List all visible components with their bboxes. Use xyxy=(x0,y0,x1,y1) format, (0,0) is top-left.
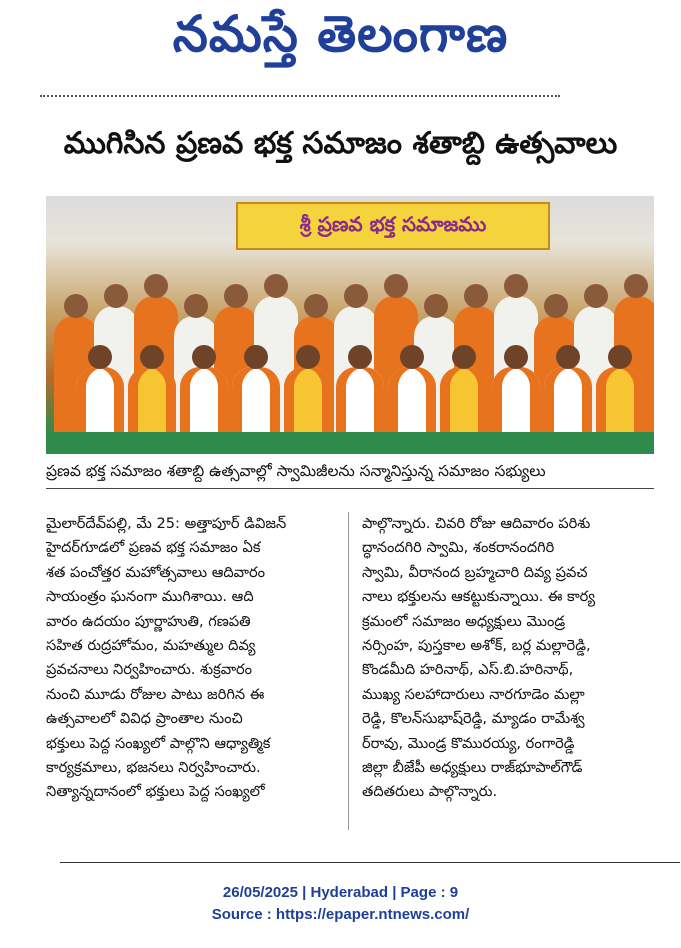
photo-person-head xyxy=(424,294,448,318)
photo-person-head xyxy=(296,345,320,369)
photo-person xyxy=(544,367,592,436)
photo-person xyxy=(232,367,280,436)
article-line: నుంచి మూడు రోజుల పాటు జరిగిన ఈ xyxy=(46,685,265,703)
photo-person xyxy=(180,367,228,436)
article-line: ప్రవచనాలు నిర్వహించారు. శుక్రవారం xyxy=(46,661,253,679)
footer-source: Source : https://epaper.ntnews.com/ xyxy=(211,906,470,923)
photo-person-head xyxy=(556,345,580,369)
article-line: నాలు భక్తులను ఆకట్టుకున్నాయి. ఈ కార్య xyxy=(362,588,596,606)
photo-person-head xyxy=(104,284,128,308)
photo-person xyxy=(128,367,176,436)
photo-person-head xyxy=(304,294,328,318)
photo-person-head xyxy=(584,284,608,308)
article-line: నిత్యాన్నదానంలో భక్తులు పెద్ద సంఖ్యలో xyxy=(46,783,265,801)
photo-caption: ప్రణవ భక్త సమాజం శతాబ్ది ఉత్సవాల్లో స్వామిజీలను సన్మానిస్తున్న సమాజం సభ్యులు xyxy=(46,462,546,480)
article-line: పాల్గొన్నారు. చివరి రోజు ఆదివారం పరిశు xyxy=(362,515,591,532)
photo-person xyxy=(76,367,124,436)
article-line: మైలార్‌దేవ్‌పల్లి, మే 25: అత్తాపూర్ డివిజన్ xyxy=(46,515,287,532)
photo-person-head xyxy=(244,345,268,369)
photo-group-of-people xyxy=(46,246,654,436)
photo-person-head xyxy=(504,345,528,369)
article-body-left-column xyxy=(46,512,336,805)
article-line: రెడ్డి, కొలన్‌సుభాష్‌రెడ్డి, మ్యాడం రామేశ్వ xyxy=(362,710,585,728)
photo-person-head xyxy=(192,345,216,369)
photo-person-head xyxy=(224,284,248,308)
article-line: హైదర్‌గూడలో ప్రణవ భక్త సమాజం ఏక xyxy=(46,539,261,557)
photo-banner xyxy=(236,202,550,250)
article-line: వారం ఉదయం పూర్ణాహుతి, గణపతి xyxy=(46,612,251,630)
article-line: ముఖ్య సలహాదారులు నారగూడెం మల్లా xyxy=(362,685,585,703)
caption-divider xyxy=(46,488,654,489)
photo-person-head xyxy=(140,345,164,369)
photo-person-head xyxy=(464,284,488,308)
photo-person xyxy=(440,367,488,436)
photo-person xyxy=(336,367,384,436)
masthead-title: నమస్తే తెలంగాణ xyxy=(172,4,509,63)
article-line: ఉత్సవాలలో వివిధ ప్రాంతాల నుంచి xyxy=(46,710,243,728)
photo-person-head xyxy=(348,345,372,369)
article-line: సాయంత్రం ఘనంగా ముగిశాయి. ఆది xyxy=(46,588,254,606)
article-line: నర్సింహ, పుస్తకాల అశోక్, బర్ల మల్లారెడ్డి, xyxy=(362,637,591,655)
article-line: సహిత రుద్రహోమం, మహత్ముల దివ్య xyxy=(46,637,256,655)
article-line: భక్తులు పెద్ద సంఖ్యలో పాల్గొని ఆధ్యాత్మిక xyxy=(46,734,271,752)
article-line: కొండమీది హరినాథ్, ఎస్.బి.హరినాథ్, xyxy=(362,661,574,679)
article-line: జిల్లా బీజేపీ అధ్యక్షులు రాజ్‌భూపాల్‌గౌడ్ xyxy=(362,759,583,777)
photo-banner-text: శ్రీ ప్రణవ భక్త సమాజము xyxy=(299,211,487,236)
photo-person-head xyxy=(544,294,568,318)
article-headline: ముగిసిన ప్రణవ భక్త సమాజం శతాబ్ది ఉత్సవాలు xyxy=(63,126,618,161)
footer-divider xyxy=(60,862,680,863)
article-body-right-column xyxy=(362,512,652,805)
photo-person xyxy=(284,367,332,436)
photo-person xyxy=(492,367,540,436)
photo-person-head xyxy=(344,284,368,308)
photo-person-head xyxy=(144,274,168,298)
article-line: శత పంచోత్తర మహోత్సవాలు ఆదివారం xyxy=(46,563,266,581)
photo-person-head xyxy=(504,274,528,298)
photo-person-head xyxy=(608,345,632,369)
article-line: ర్‌రావు, మొండ్ర కొమురయ్య, రంగారెడ్డి xyxy=(362,734,575,752)
photo-person-head xyxy=(400,345,424,369)
photo-person-head xyxy=(88,345,112,369)
footer-date-page: 26/05/2025 | Hyderabad | Page : 9 xyxy=(222,884,459,901)
article-line: క్రమంలో సమాజం అధ్యక్షులు మొండ్ర xyxy=(362,612,566,630)
photo-person-head xyxy=(384,274,408,298)
photo-green-carpet xyxy=(46,432,654,454)
article-line: ద్ధానందగిరి స్వామి, శంకరానందగిరి xyxy=(362,539,555,557)
photo-person-head xyxy=(452,345,476,369)
column-divider xyxy=(348,512,349,830)
photo-person-head xyxy=(624,274,648,298)
article-line: కార్యక్రమాలు, భజనలు నిర్వహించారు. xyxy=(46,759,261,777)
photo-person-head xyxy=(264,274,288,298)
clipping-cut-line xyxy=(40,95,560,103)
photo-person xyxy=(596,367,644,436)
photo-person-head xyxy=(184,294,208,318)
article-line: తదితరులు పాల్గొన్నారు. xyxy=(362,783,498,801)
article-photo xyxy=(46,196,654,454)
photo-person-head xyxy=(64,294,88,318)
article-line: స్వామి, వీరానంద బ్రహ్మచారి దివ్య ప్రవచ xyxy=(362,563,588,581)
photo-person xyxy=(388,367,436,436)
newspaper-masthead xyxy=(0,0,681,80)
